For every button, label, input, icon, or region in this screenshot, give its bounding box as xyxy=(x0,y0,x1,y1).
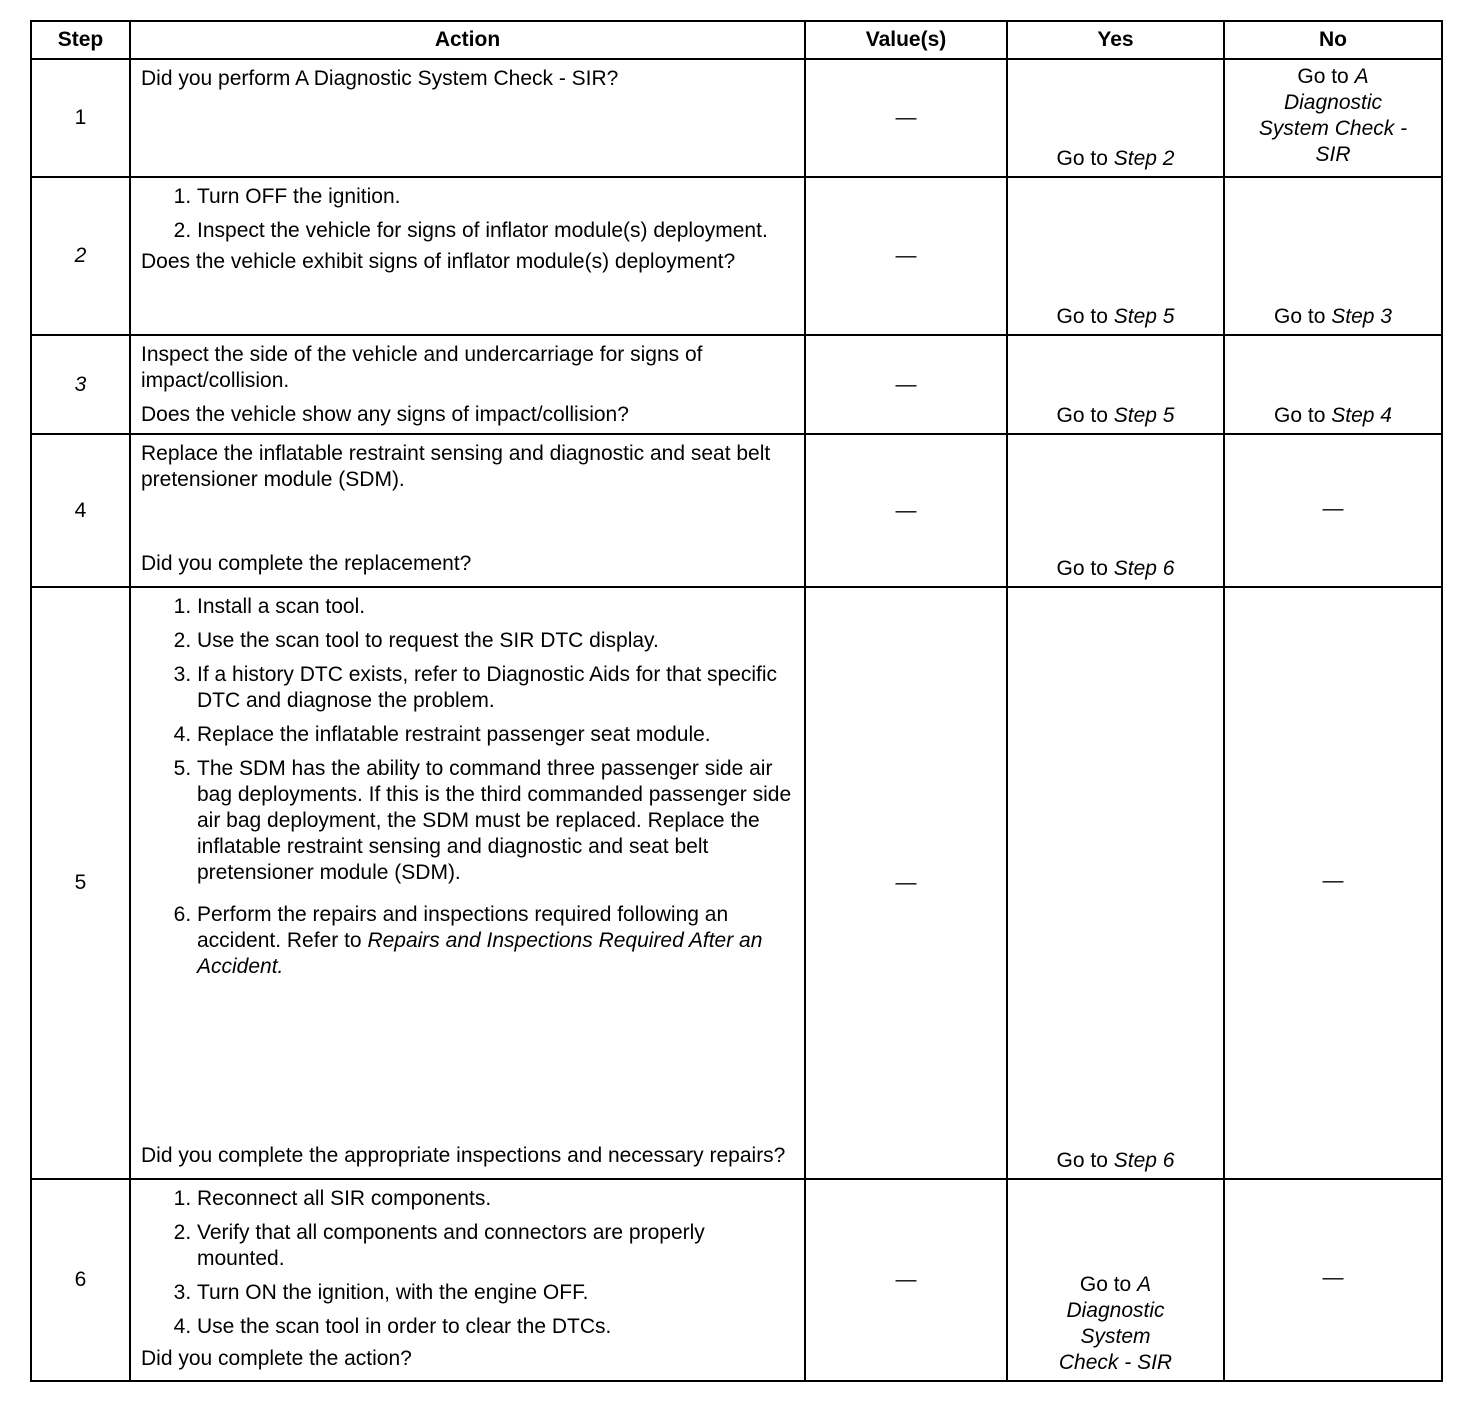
no-ref: Step 4 xyxy=(1331,404,1392,427)
step-number: 1 xyxy=(31,59,130,177)
yes-cell xyxy=(1007,434,1224,587)
yes-cell xyxy=(1007,59,1224,177)
no-cell xyxy=(1224,335,1442,434)
action-question: Does the vehicle show any signs of impact/collision? xyxy=(141,403,629,426)
no-ref: Step 3 xyxy=(1331,305,1392,328)
table-row xyxy=(31,335,1442,434)
list-item: 1. Turn OFF the ignition. xyxy=(197,184,794,210)
table-row xyxy=(31,177,1442,335)
value-cell: — xyxy=(805,587,1007,1179)
header-no: No xyxy=(1224,21,1442,59)
list-item: 1. Install a scan tool. xyxy=(197,594,794,620)
yes-ref: Step 5 xyxy=(1113,305,1175,328)
yes-cell xyxy=(1007,177,1224,335)
item-text: Perform the repairs and inspections required following an accident. Refer to xyxy=(197,903,729,952)
yes-cell xyxy=(1007,1179,1224,1381)
yes-prefix: Go to xyxy=(1056,557,1108,580)
value-cell: — xyxy=(805,335,1007,434)
yes-prefix: Go to xyxy=(1056,1149,1108,1172)
header-row xyxy=(31,21,1442,59)
list-item: 3. If a history DTC exists, refer to Diagnostic Aids for that specific DTC and diagnose the problem. xyxy=(197,662,794,714)
no-prefix: Go to xyxy=(1274,404,1326,427)
header-action: Action xyxy=(130,21,805,59)
list-item: 2. Use the scan tool to request the SIR DTC display. xyxy=(197,628,794,654)
list-item: 3. Turn ON the ignition, with the engine OFF. xyxy=(197,1280,794,1306)
table-row xyxy=(31,587,1442,1179)
table-row xyxy=(31,434,1442,587)
header-step: Step xyxy=(31,21,130,59)
step-number: 3 xyxy=(31,335,130,434)
value-cell: — xyxy=(805,59,1007,177)
action-question: Did you complete the appropriate inspections and necessary repairs? xyxy=(141,1144,786,1167)
step-number: 4 xyxy=(31,434,130,587)
no-cell xyxy=(1224,177,1442,335)
action-question: Did you complete the action? xyxy=(141,1347,412,1370)
no-cell: — xyxy=(1224,587,1442,1179)
yes-prefix: Go to xyxy=(1056,147,1108,170)
diagnostic-table xyxy=(30,20,1443,1382)
yes-cell xyxy=(1007,335,1224,434)
step-number: 2 xyxy=(31,177,130,335)
yes-ref: Step 5 xyxy=(1113,404,1175,427)
action-list xyxy=(141,1186,794,1340)
action-cell xyxy=(130,1179,805,1381)
action-list xyxy=(141,594,794,986)
action-question: Did you complete the replacement? xyxy=(141,552,472,575)
value-cell: — xyxy=(805,434,1007,587)
action-cell xyxy=(130,434,805,587)
table-row xyxy=(31,1179,1442,1381)
action-cell xyxy=(130,59,805,177)
list-item: 2. Verify that all components and connectors are properly mounted. xyxy=(197,1220,794,1272)
list-item: 2. Inspect the vehicle for signs of inflator module(s) deployment. xyxy=(197,218,794,244)
item-ref: Repairs and Inspections Required After an Accident. xyxy=(197,929,763,978)
list-item xyxy=(197,902,794,980)
yes-prefix: Go to xyxy=(1056,305,1108,328)
action-list xyxy=(141,184,794,244)
yes-ref: Step 6 xyxy=(1113,1149,1175,1172)
yes-cell xyxy=(1007,587,1224,1179)
yes-ref: Step 2 xyxy=(1113,147,1175,170)
header-yes: Yes xyxy=(1007,21,1224,59)
list-item: 5. The SDM has the ability to command three passenger side air bag deployments. If this is the third commanded passenger side air bag deployment, the SDM must be replaced. Replace the inflatable restraint sensing and diagnostic and seat belt pretensioner module (SDM). xyxy=(197,756,794,886)
yes-prefix: Go to xyxy=(1079,1273,1132,1296)
header-values: Value(s) xyxy=(805,21,1007,59)
list-item: 1. Reconnect all SIR components. xyxy=(197,1186,794,1212)
yes-ref: Step 6 xyxy=(1113,557,1175,580)
no-cell xyxy=(1224,59,1442,177)
action-cell xyxy=(130,177,805,335)
yes-ref: A Diagnostic System Check - SIR xyxy=(1058,1273,1173,1374)
no-cell: — xyxy=(1224,1179,1442,1381)
no-cell: — xyxy=(1224,434,1442,587)
action-cell xyxy=(130,587,805,1179)
step-number: 5 xyxy=(31,587,130,1179)
no-ref: A Diagnostic System Check - SIR xyxy=(1258,65,1408,166)
action-question: Does the vehicle exhibit signs of inflator module(s) deployment? xyxy=(141,250,736,273)
step-number: 6 xyxy=(31,1179,130,1381)
action-text: Replace the inflatable restraint sensing and diagnostic and seat belt pretensioner module (SDM). xyxy=(141,442,771,491)
no-prefix: Go to xyxy=(1274,305,1326,328)
no-prefix: Go to xyxy=(1297,65,1349,88)
list-item: 4. Replace the inflatable restraint passenger seat module. xyxy=(197,722,794,748)
yes-prefix: Go to xyxy=(1056,404,1108,427)
list-item: 4. Use the scan tool in order to clear the DTCs. xyxy=(197,1314,794,1340)
action-text: Inspect the side of the vehicle and undercarriage for signs of impact/collision. xyxy=(141,343,703,392)
value-cell: — xyxy=(805,177,1007,335)
action-text: Did you perform A Diagnostic System Check - SIR? xyxy=(141,67,619,90)
action-cell xyxy=(130,335,805,434)
table-row xyxy=(31,59,1442,177)
value-cell: — xyxy=(805,1179,1007,1381)
